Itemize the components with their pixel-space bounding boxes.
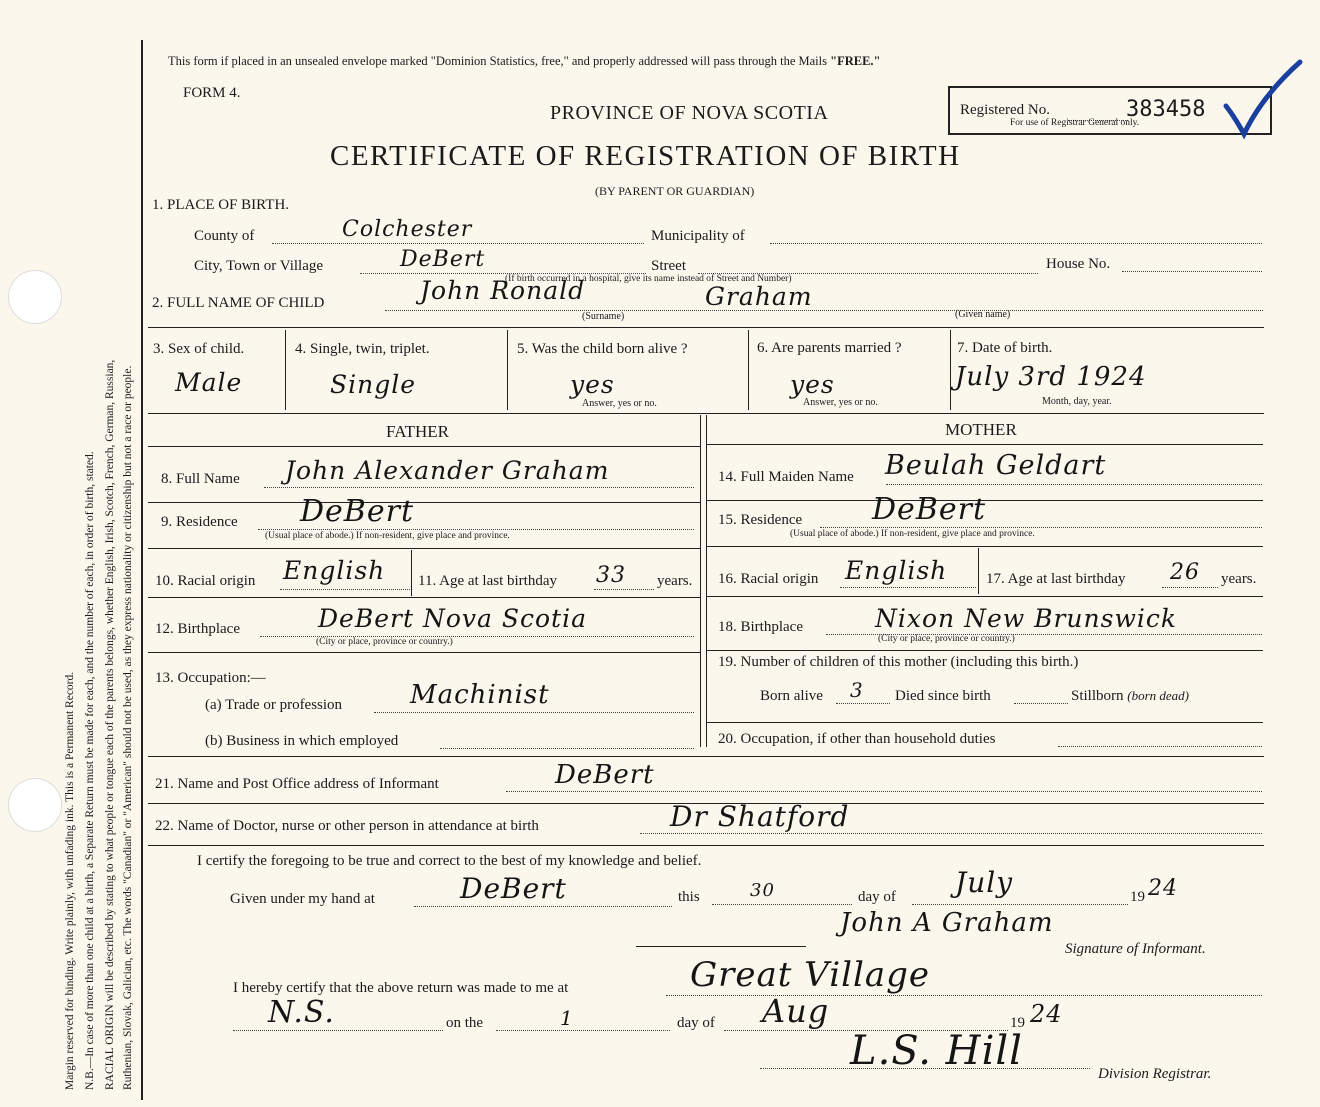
- binding-margin-line: [141, 40, 143, 1100]
- trade-value: Machinist: [410, 680, 550, 710]
- registration-month-value: Aug: [762, 992, 830, 1030]
- margin-note-4: Ruthenian, Slovak, Galician, etc. The words "Canadian" or "American" should not be used, as they express nationality or citizenship but not a race or people.: [122, 365, 134, 1090]
- given-name-caption: (Given name): [955, 309, 1011, 320]
- father-heading: FATHER: [386, 422, 449, 441]
- father-name-label: 8. Full Name: [161, 471, 240, 487]
- attendant-label: 22. Name of Doctor, nurse or other person in attendance at birth: [155, 818, 539, 834]
- registration-day-value: 1: [560, 1006, 574, 1030]
- mother-birthplace-value: Nixon New Brunswick: [875, 604, 1177, 633]
- father-age-unit: years.: [657, 573, 693, 589]
- margin-note-2: N.B.—In case of more than one child at a birth, a Separate Return must be made for each, and the number of each, in order of birth, stated.: [84, 451, 96, 1090]
- child-surname-value: John Ronald: [420, 276, 586, 305]
- informant-label: 21. Name and Post Office address of Informant: [155, 776, 439, 792]
- certificate-subtitle: (BY PARENT OR GUARDIAN): [595, 184, 755, 198]
- father-age-value: 33: [596, 563, 626, 588]
- registration-day-of-label: day of: [677, 1015, 715, 1031]
- father-birthplace-label: 12. Birthplace: [155, 621, 240, 637]
- registered-number: 383458: [1126, 97, 1206, 122]
- informant-signature-caption: Signature of Informant.: [1065, 941, 1206, 957]
- born-alive-count-label: Born alive: [760, 688, 823, 704]
- child-given-value: Graham: [705, 282, 813, 311]
- mother-birthplace-caption: (City or place, province or country.): [878, 634, 1015, 644]
- born-alive-label: 5. Was the child born alive ?: [517, 341, 688, 357]
- born-alive-value: yes: [570, 370, 615, 399]
- mother-occupation-label: 20. Occupation, if other than household duties: [718, 731, 996, 747]
- place-of-birth-label: 1. PLACE OF BIRTH.: [152, 197, 290, 213]
- mail-notice: This form if placed in an unsealed envelope marked "Dominion Statistics, free," and properly addressed will pass through the Mails "FREE.": [168, 54, 881, 68]
- city-label: City, Town or Village: [194, 258, 324, 274]
- informant-value: DeBert: [555, 760, 655, 790]
- birth-date-value: July 3rd 1924: [955, 362, 1147, 392]
- father-residence-caption: (Usual place of abode.) If non-resident, give place and province.: [265, 531, 510, 541]
- mother-birthplace-label: 18. Birthplace: [718, 619, 803, 635]
- registrar-note: For use of Registrar General only.: [1010, 118, 1140, 128]
- county-label: County of: [194, 228, 255, 244]
- father-racial-origin-value: English: [283, 556, 386, 585]
- surname-caption: (Surname): [582, 311, 625, 322]
- father-residence-value: DeBert: [300, 494, 415, 529]
- died-since-birth-label: Died since birth: [895, 688, 991, 704]
- mother-residence-value: DeBert: [872, 492, 987, 527]
- county-value: Colchester: [342, 217, 473, 242]
- mother-heading: MOTHER: [945, 420, 1017, 439]
- mother-age-value: 26: [1170, 560, 1200, 585]
- father-residence-label: 9. Residence: [161, 514, 238, 530]
- day-value: 30: [750, 880, 775, 901]
- mother-racial-origin-label: 16. Racial origin: [718, 571, 819, 587]
- mother-name-value: Beulah Geldart: [885, 450, 1107, 481]
- father-age-label: 11. Age at last birthday: [418, 573, 557, 589]
- plurality-label: 4. Single, twin, triplet.: [295, 341, 430, 357]
- mother-residence-label: 15. Residence: [718, 512, 803, 528]
- margin-note-3: RACIAL ORIGIN will be described by stating to what people or tongue each of the parents belongs, whether English, Irish, Scotch, French, German, Russian,: [104, 359, 116, 1090]
- parents-married-caption: Answer, yes or no.: [803, 397, 878, 408]
- year-value: 24: [1148, 876, 1178, 901]
- father-birthplace-value: DeBert Nova Scotia: [318, 604, 587, 633]
- punch-hole: [8, 270, 62, 324]
- born-alive-caption: Answer, yes or no.: [582, 398, 657, 409]
- day-of-label: day of: [858, 889, 896, 905]
- stillborn-label: Stillborn (born dead): [1071, 688, 1190, 704]
- mother-age-unit: years.: [1221, 571, 1257, 587]
- birth-date-caption: Month, day, year.: [1042, 396, 1112, 407]
- father-racial-origin-label: 10. Racial origin: [155, 573, 256, 589]
- registrar-signature: L.S. Hill: [850, 1028, 1023, 1074]
- informant-signature: John A Graham: [840, 908, 1054, 938]
- this-label: this: [678, 889, 700, 905]
- certify-statement: I certify the foregoing to be true and correct to the best of my knowledge and belief.: [197, 853, 702, 869]
- on-the-label: on the: [446, 1015, 484, 1031]
- year-prefix: 19: [1130, 889, 1145, 905]
- sex-label: 3. Sex of child.: [153, 341, 245, 357]
- parents-married-label: 6. Are parents married ?: [757, 340, 902, 356]
- trade-label: (a) Trade or profession: [205, 697, 343, 713]
- father-name-value: John Alexander Graham: [285, 456, 610, 485]
- children-count-label: 19. Number of children of this mother (including this birth.): [718, 654, 1079, 670]
- checkmark-icon: [1222, 58, 1304, 148]
- given-place-value: DeBert: [460, 872, 567, 905]
- margin-note-1: Margin reserved for binding. Write plainly, with unfading ink. This is a Permanent Record.: [64, 671, 76, 1090]
- month-value: July: [955, 866, 1014, 899]
- mother-racial-origin-value: English: [845, 556, 948, 585]
- father-birthplace-caption: (City or place, province or country.): [316, 637, 453, 647]
- business-label: (b) Business in which employed: [205, 733, 399, 749]
- born-alive-count-value: 3: [850, 678, 864, 702]
- mother-age-label: 17. Age at last birthday: [986, 571, 1126, 587]
- birth-date-label: 7. Date of birth.: [957, 340, 1053, 356]
- given-at-label: Given under my hand at: [230, 891, 375, 907]
- form-number: FORM 4.: [183, 85, 241, 101]
- mother-residence-caption: (Usual place of abode.) If non-resident, give place and province.: [790, 529, 1035, 539]
- attendant-value: Dr Shatford: [670, 800, 850, 833]
- plurality-value: Single: [330, 370, 417, 399]
- city-value: DeBert: [400, 247, 486, 272]
- mother-name-label: 14. Full Maiden Name: [718, 469, 854, 485]
- hospital-note: (If birth occurred in a hospital, give its name instead of Street and Number): [505, 274, 792, 284]
- municipality-label: Municipality of: [651, 228, 745, 244]
- parents-married-value: yes: [790, 370, 835, 399]
- punch-hole: [8, 778, 62, 832]
- house-number-label: House No.: [1046, 256, 1111, 272]
- street-label: Street: [651, 258, 686, 274]
- registration-place-value: Great Village: [690, 955, 931, 995]
- province-heading: PROVINCE OF NOVA SCOTIA: [550, 102, 829, 124]
- child-name-label: 2. FULL NAME OF CHILD: [152, 295, 325, 311]
- registration-year-value: 24: [1030, 1000, 1063, 1028]
- occupation-label: 13. Occupation:—: [155, 670, 266, 686]
- registration-year-prefix: 19: [1010, 1015, 1025, 1031]
- registration-province-value: N.S.: [268, 995, 335, 1030]
- certificate-title: CERTIFICATE OF REGISTRATION OF BIRTH: [330, 140, 961, 172]
- registered-label: Registered No.: [960, 102, 1050, 118]
- sex-value: Male: [175, 368, 243, 397]
- registrar-caption: Division Registrar.: [1098, 1066, 1212, 1082]
- registrar-statement: I hereby certify that the above return was made to me at: [233, 980, 569, 996]
